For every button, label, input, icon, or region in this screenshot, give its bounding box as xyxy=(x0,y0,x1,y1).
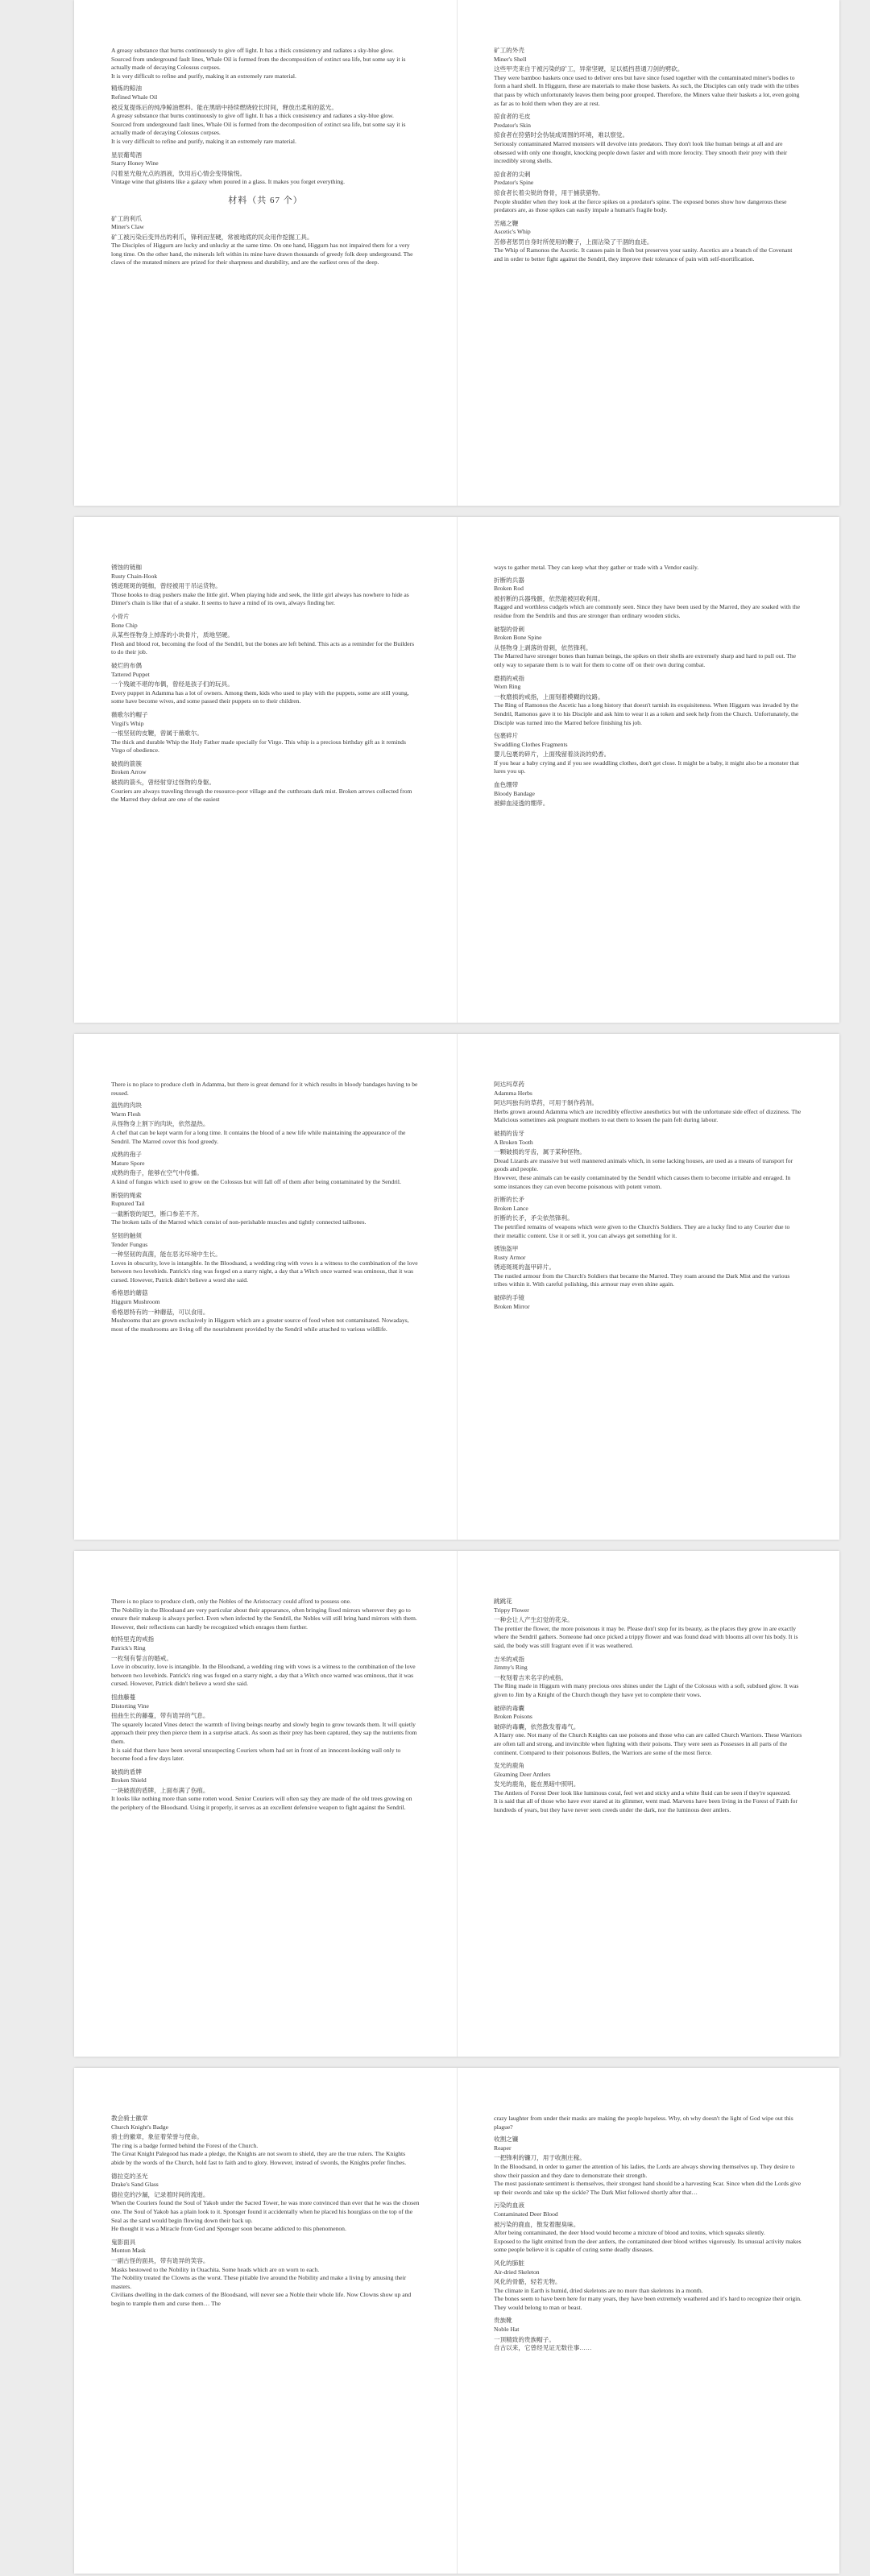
item-entry xyxy=(494,2202,802,2255)
item-title: 苦痛之鞭 Ascetic's Whip xyxy=(494,219,531,236)
item-entry xyxy=(111,1289,420,1333)
item-description: 一枚刻有誓言的婚戒。 Love in obscurity, love is intangible. In the Bloodsand, a wedding ring with vows is a witness to the combination of the love between two lovebirds. Patrick's ring was forged on a starry night, a day that a Witch once warned was ominous, that it was cursed. However, Patrick didn't believe a word she said. xyxy=(111,1654,416,1688)
item-entry xyxy=(494,781,802,808)
page-spread xyxy=(74,2068,839,2574)
item-entry xyxy=(111,760,420,804)
item-description: 一个残破不堪的布偶，曾经是孩子们的玩具。 Every puppet in Adamma has a lot of owners. Among them, kids who used to play with the puppets, some are still young, some have become wives, and some passed their puppets on to their children. xyxy=(111,680,409,705)
item-description: 一种会让人产生幻觉的花朵。 The prettier the flower, the more poisonous it may be. Please don't stop for its beauty, as the places they grow in are exactly where the Sendril gathers. Someone had once picked a trippy flower and was found dead with blooms all over his body. It is said, the body was still fragrant even if it was weathered. xyxy=(494,1616,798,1649)
paragraph: There is no place to produce cloth in Adamma, but there is great demand for it which results in bloody bandages having to be reused. xyxy=(111,1081,418,1097)
item-entry xyxy=(111,564,420,608)
item-entry xyxy=(494,1196,802,1240)
item-title: 收割之镰 Reaper xyxy=(494,2136,519,2152)
item-title: 折断的兵器 Broken Rod xyxy=(494,576,524,593)
item-entry xyxy=(494,577,802,621)
item-entry xyxy=(494,1130,802,1191)
page-spread xyxy=(74,1034,839,1540)
item-title: 破烂的布偶 Tattered Puppet xyxy=(111,661,150,678)
paragraph: A greasy substance that burns continuously to give off light. It has a thick consistency and radiates a sky-blue glow. Sourced from underground fault lines, Whale Oil is formed from the decomposition of extinct sea life, but some say it is actually made of decaying Colossus corpses. It is very difficult to refine and purify, making it an extremely rare material. xyxy=(111,47,406,80)
item-description: 锈迹斑斑的盔甲碎片。 The rustled armour from the Church's Soldiers that became the Marred. They roam around the Dark Mist and the various tribes within it. With careful polishing, this armour may even shine again. xyxy=(494,1263,790,1288)
item-description: 一枚磨损的戒指，上面刻着模糊的纹路。 The Ring of Ramonos the Ascetic has a long history that doesn't tarnish its exquisiteness. When Higgurn was invaded by the Sendril, Ramonos gave it to his Disciple and ask him to wear it as a token and seek help from the Church. Unfortunately, the Disciple was turned into the Marred before finishing his job. xyxy=(494,693,799,726)
right-page xyxy=(457,1034,839,1540)
item-description: 一截断裂的尾巴，断口参差不齐。 The broken tails of the Marred which consist of non-perishable muscles and tightly connected tailbones. xyxy=(111,1209,367,1226)
item-entry xyxy=(494,1294,802,1311)
item-entry xyxy=(111,711,420,755)
item-description: 成熟的孢子，能够在空气中传播。 A kind of fungus which used to grow on the Colossus but will fall off of them after being contaminated by the Sendril. xyxy=(111,1169,401,1185)
item-description: 一种坚韧的真菌，能在恶劣环境中生长。 Loves in obscurity, love is intangible. In the Bloodsand, a wedding ring with vows is a witness to the combination of the love between two lovebirds. Patrick's ring was forged on a starry night, a day that a Witch once warned was ominous, that it was cursed. However, Patrick didn't believe a word she said. xyxy=(111,1251,418,1284)
item-entry xyxy=(494,1081,802,1125)
item-entry xyxy=(111,613,420,657)
item-title: 小骨片 Bone Chip xyxy=(111,612,138,629)
item-title: 德拉克的圣光 Drake's Sand Glass xyxy=(111,2172,159,2189)
item-title: 贵族靴 Noble Hat xyxy=(494,2317,520,2334)
item-description: 这些甲壳来自于被污染的矿工，异常坚硬，足以抵挡普通刀剑的劈砍。 They were bamboo baskets once used to deliver ores but have since fused together with the contaminated miner's bodies to form a hard shell. In Higgurn, these are materials to make those baskets. As such, the Disciples can only trade with the tribes that pass by which unfortunately leaves them being poor grouped. Therefore, the Miners value their baskets a lot, even going as far as to hold them when they are at rest. xyxy=(494,65,800,107)
item-entry xyxy=(111,1635,420,1689)
item-description: 被折断的兵器残骸，依然能被回收利用。 Ragged and worthless cudgels which are commonly seen. Since they have been used by the Marred, they are soaked with the residue from the Sendrils and thus are stronger than ordinary wooden sticks. xyxy=(494,594,800,619)
item-title: 温热的肉块 Warm Flesh xyxy=(111,1102,142,1118)
item-entry xyxy=(494,1705,802,1758)
item-description: 闪着星光般光点的酒液，饮用后心情会变得愉悦。 Vintage wine that glistens like a galaxy when poured in a glass. It makes you forget everything. xyxy=(111,169,346,186)
item-title: 锈蚀的链枷 Rusty Chain-Hook xyxy=(111,564,158,580)
item-title: 星辰葡萄酒 Starry Honey Wine xyxy=(111,151,159,167)
item-title: 跳跳花 Trippy Flower xyxy=(494,1598,529,1614)
item-entry xyxy=(111,1232,420,1285)
right-page xyxy=(457,1551,839,2057)
item-title: 风化的肺脏 Air-dried Skeleton xyxy=(494,2259,540,2276)
left-page xyxy=(74,2068,457,2574)
page-spread xyxy=(74,0,839,506)
item-title: 薇歌尔的帽子 Virgil's Whip xyxy=(111,710,148,727)
item-entry xyxy=(111,151,420,187)
item-title: 坚韧的触须 Tender Fungus xyxy=(111,1231,148,1248)
right-page xyxy=(457,2068,839,2574)
left-page xyxy=(74,0,457,506)
item-description: 一顶精致的贵族帽子。 自古以来，它曾经见证无数往事…… xyxy=(494,2335,592,2352)
item-description: 被鲜血浸透的绷带。 xyxy=(494,800,549,808)
page-spread xyxy=(74,1551,839,2057)
item-description: 骑士的徽章，象征着荣誉与使命。 The ring is a badge formed behind the Forest of the Church. The Great Knight Palegood has made a pledge, the Knights are not sworn to shield, they are the true rulers. The Knights abide by the words of the Church, hold fast to faith and to glory. However, instead of swords, the Knights prefer finches. xyxy=(111,2133,407,2166)
item-title: 扭曲藤蔓 Distorting Vine xyxy=(111,1693,149,1710)
item-description: 锈迹斑斑的链枷，曾经被用于吊运货物。 Those hooks to drag pushers make the little girl. When playing hide and seek, the little girl always has nowhere to hide as Dimer's chain is like that of a snake. It seems to have a mind of its own, always finding her. xyxy=(111,582,409,607)
item-title: 磨损的戒指 Worn Ring xyxy=(494,674,524,691)
item-title: 锈蚀盔甲 Rusty Armor xyxy=(494,1245,526,1261)
section-title: 材料（共 67 个） xyxy=(228,195,303,205)
page-spread xyxy=(74,517,839,1023)
item-entry xyxy=(111,1102,420,1146)
item-entry xyxy=(494,732,802,776)
item-title: 包裹碎片 Swaddling Clothes Fragments xyxy=(494,732,568,748)
item-description: 一根坚韧的皮鞭，曾属于薇歌尔。 The thick and durable Whip the Holy Father made specially for Virgo. This whip is a precious birthday gift as it reminds Virgo of obedience. xyxy=(111,730,406,755)
item-title: 掠食者的尖刺 Predator's Spine xyxy=(494,170,534,187)
item-description: 矿工被污染后变异出的利爪，锋利而坚硬，常被地底的民众用作挖掘工具。 The Disciples of Higgurn are lucky and unlucky at the same time. On one hand, Higgurn has not impaired them for a very long time. On the other hand, the minerals left within its mine have drawn thousands of greedy folk deep underground. The claws of the mutated miners are prized for their sharpness and durability, and are the earliest ores of the deep. xyxy=(111,233,413,267)
item-entry xyxy=(494,1245,802,1289)
item-title: 污染的血液 Contaminated Deer Blood xyxy=(494,2202,558,2218)
item-entry xyxy=(494,1762,802,1815)
item-entry xyxy=(494,675,802,728)
item-title: 断裂的绳索 Ruptured Tail xyxy=(111,1191,145,1208)
item-title: 矿工的外壳 Miner's Shell xyxy=(494,47,527,63)
item-description: 破损的箭头，曾经射穿过怪物的身躯。 Couriers are always traveling through the resource-poor village and the cutthroats dark mist. Broken arrows collected from the Marred they defeat are one of the easiest xyxy=(111,779,412,804)
item-description: 被污染的鹿血，散发着腥臭味。 After being contaminated, the deer blood would become a mixture of blood and toxins, which squeaks silently. Exposed to the light emitted from the deer antlers, the contaminated deer blood writhes vigorously. Its unusual activity makes some people believe it is capable of curing some deadly diseases. xyxy=(494,2220,802,2254)
item-title: 破损的齿牙 A Broken Tooth xyxy=(494,1129,533,1146)
item-entry xyxy=(494,2136,802,2197)
item-description: 扭曲生长的藤蔓，带有诡异的气息。 The squarely located Vines detect the warmth of living beings nearby and slowly begin to grow towards them. It will quietly approach their prey then pierce them in a surprise attack. As soon as their prey has been captured, they sap the nutrients from them. It is said that there have been several unsuspecting Couriers whom had set in front of an innocent-looking wall only to become food a few days later. xyxy=(111,1712,417,1763)
item-entry xyxy=(494,47,802,108)
item-entry xyxy=(111,2239,420,2309)
item-description: 希格恩特有的一种蘑菇，可以食用。 Mushrooms that are grown exclusively in Higgurn which are a greater source of food when not contaminated. Nowadays, most of the mushrooms are living off the nourishment provided by the Sendril while attached to various wildlife. xyxy=(111,1308,409,1333)
right-page xyxy=(457,0,839,506)
item-entry xyxy=(494,1598,802,1651)
item-entry xyxy=(494,113,802,166)
item-title: 发光的鹿角 Gleaming Deer Antlers xyxy=(494,1762,551,1778)
item-entry xyxy=(111,1151,420,1186)
item-title: 精炼的鲸油 Refined Whale Oil xyxy=(111,85,158,101)
item-description: 从某些怪物身上掉落的小块骨片，质地坚硬。 Flesh and blood rot, becoming the food of the Sendril, but the bones are left behind. This acts as a reminder for the Builders to do their job. xyxy=(111,631,415,656)
left-page xyxy=(74,517,457,1023)
item-title: 掠食者的毛皮 Predator's Skin xyxy=(494,113,531,129)
item-title: 阿达玛草药 Adamma Herbs xyxy=(494,1081,532,1097)
item-description: 一块破损的盾牌，上面布满了伤痕。 It looks like nothing more than some rotten wood. Senior Couriers will often say they are made of the old trees growing on the periphery of the Bloodsand. Using it properly, it serves as an excellent defensive weapon to fight against the Sendril. xyxy=(111,1786,412,1812)
left-page xyxy=(74,1551,457,2057)
item-entry xyxy=(494,220,802,264)
item-title: 破碎的毒囊 Broken Poisons xyxy=(494,1704,532,1721)
item-description: 德拉克的沙漏，记录着时间的流逝。 When the Couriers found the Soul of Yakob under the Sacred Tower, he was more convinced than ever that he was the chosen one. The Soul of Yakob has a plain look to it. Sponsger found it accidentally when he placed his hourglass on the top of the Seal as the sand would begin flowing down their back up. He thought it was a Miracle from God and Sponsger soon became addicted to this phenomenon. xyxy=(111,2190,420,2233)
item-entry xyxy=(111,1693,420,1764)
item-entry xyxy=(494,1656,802,1700)
item-description: 掠食者在狩猎时会伪装成周围的环境，难以察觉。 Seriously contaminated Marred monsters will devolve into predators. They don't look like human beings at all and are obsessed with only one thought, knocking people down faster and with more ferocity. They smooth their prey with their incredibly strong shells. xyxy=(494,131,788,165)
item-description: 从怪物身上割下的肉块，依然温热。 A chef that can be kept warm for a long time. It contains the blood of a new life while maintaining the appearance of the Sendril. The Marred cover this food greedy. xyxy=(111,1120,406,1145)
item-title: 矿工的利爪 Miner's Claw xyxy=(111,214,144,231)
item-description: 一枚刻着吉米名字的戒指。 The Ring made in Higgurn with many precious ores shines under the Light of the Colossus with a soft, subdued glow. It was given to Jim by a Knight of the Church though they have yet to complete their vows. xyxy=(494,1673,799,1698)
item-title: 鬼影面具 Monton Mask xyxy=(111,2238,146,2255)
item-entry xyxy=(494,171,802,215)
item-title: 折断的长矛 Broken Lance xyxy=(494,1196,528,1212)
item-title: 破损的盾牌 Broken Shield xyxy=(111,1768,147,1784)
item-entry xyxy=(111,1768,420,1813)
item-description: 阿达玛独有的草药，可用于制作药剂。 Herbs grown around Adamma which are incredibly effective anesthetics but with the unfortunate side effect of dizziness. The Malicious sometimes ask pregnant mothers to eat them to lessen the pain felt during labour. xyxy=(494,1099,802,1124)
item-description: 一副古怪的面具，带有诡异的笑容。 Masks bestowed to the Nobility in Ouachita. Some heads which are on worn to each. The Nobility treated the Clowns as the worst. These pitiable live around the Nobility and make a living by amusing their masters. Civilians dwelling in the dark corners of the Bloodsand, will never see a Noble their whole life. Now Clowns show up and begin to trample them and curse them… The xyxy=(111,2256,412,2307)
item-entry xyxy=(494,2317,802,2352)
item-entry xyxy=(111,215,420,268)
item-title: 吉米的戒指 Jimmy's Ring xyxy=(494,1655,528,1672)
item-title: 破裂的骨刺 Broken Bone Spine xyxy=(494,625,542,642)
item-title: 血色绷带 Bloody Bandage xyxy=(494,781,535,797)
item-entry xyxy=(494,626,802,670)
item-title: 破碎的手镜 Broken Mirror xyxy=(494,1294,530,1310)
item-description: 破碎的毒囊，依然散发着毒气。 A Harry one. Not many of the Church Knights can use poisons and those who can are called Church Warriors. These Warriors are often tall and strong, and invincible when fighting with their poisons. They were seen as Possesses in all parts of the continent. Compared to their poisonous Bullets, the Warriors are some of the most fierce. xyxy=(494,1722,802,1756)
item-entry xyxy=(111,85,420,146)
paragraph: There is no place to produce cloth, only the Nobles of the Aristocracy could afford to possess one. The Nobility in the Bloodsand are very particular about their appearance, often bringing fixed mirrors wherever they go to ensure their makeup is always perfect. Even when infected by the Sendril, the Nobles will still bring hand mirrors with them. However, their reflections can hardly be recognized which enrages them further. xyxy=(111,1598,417,1631)
item-entry xyxy=(494,2260,802,2313)
right-page xyxy=(457,517,839,1023)
item-description: 掠食者长着尖锐的脊骨，用于捕获猎物。 People shudder when they look at the fierce spikes on a predator's spine. The exposed bones show how dangerous these predators are, as those spikes can easily impale a human's fragile body. xyxy=(494,188,787,214)
item-description: 一颗破损的牙齿，属于某种怪物。 Dread Lizards are massive but well mannered animals which, in some lacking houses, are used as a means of transport for goods and people. However, these animals can be easily contaminated by the Sendril which causes them to become irritable and enraged. In some instances they can even become poisonous with potent venom. xyxy=(494,1148,793,1190)
item-description: 从怪物身上剥落的骨刺，依然锋利。 The Marred have stronger bones than human beings, the spikes on their shells are extremely sharp and hard to pull out. The only way to separate them is to wait for them to come off on their own during combat. xyxy=(494,643,797,668)
item-description: 一把锋利的镰刀，用于收割庄稼。 In the Bloodsand, in order to garner the attention of his ladies, the Lords are always showing themselves up. They desire to show their passion and they dare to demonstrate their strength. The most passionate sentiment is themselves, their strongest hand should be a harvesting Scar. Since when did the Lords give up their swords and take up the sickle? The Dark Mist followed shortly after that… xyxy=(494,2154,802,2196)
item-description: 苦修者惩罚自身时所使用的鞭子，上面沾染了干涸的血迹。 The Whip of Ramonos the Ascetic. It causes pain in flesh but preserves your sanity. Ascetics are a branch of the Covenant and in order to better fight against the Sendril, they improve their tolerance of pain with self-mortification. xyxy=(494,238,793,263)
item-entry xyxy=(111,2115,420,2168)
paragraph: ways to gather metal. They can keep what they gather or trade with a Vendor easily. xyxy=(494,564,699,571)
item-entry xyxy=(111,662,420,706)
item-entry xyxy=(111,1192,420,1227)
item-description: 婴儿包裹的碎片，上面残留着淡淡的奶香。 If you hear a baby crying and if you see swaddling clothes, don't get close. It might be a baby, it might also be a monster that lures you up. xyxy=(494,750,799,775)
item-title: 教会骑士徽章 Church Knight's Badge xyxy=(111,2115,168,2131)
paragraph: crazy laughter from under their masks are making the people hopeless. Why, oh why doesn't the light of God wipe out this plague? xyxy=(494,2115,793,2131)
item-title: 帕特里克的戒指 Patrick's Ring xyxy=(111,1635,155,1652)
item-description: 被反复提炼后的纯净鲸油燃料。能在黑暗中持续燃烧较长时间，释放出柔和的蓝光。 A greasy substance that burns continuously to give off light. It has a thick consistency and radiates a sky-blue glow. Sourced from underground fault lines, Whale Oil is formed from the decomposition of extinct sea life, but some say it is actually made of decaying Colossus corpses. It is very difficult to refine and purify, making it an extremely rare material. xyxy=(111,103,406,145)
item-description: 风化的骨骼，轻若无物。 The climate in Earth is humid, dried skeletons are no more than skeletons in a month. The bones seem to have been here for many years, they have been extremely weathered and it's hard to recognize their origin. They would belong to man or beast. xyxy=(494,2278,802,2311)
left-page xyxy=(74,1034,457,1540)
item-title: 成熟的孢子 Mature Spore xyxy=(111,1151,145,1167)
item-entry xyxy=(111,2173,420,2234)
item-description: 发光的鹿角，能在黑暗中照明。 The Antlers of Forest Deer look like luminous coral, feel wet and sticky and a white fluid can be seen if they're squeezed. It is said that all of those who have ever stared at its glimmer, went mad. Marvens have been living in the Forest of Faith for hundreds of years, but they have never seen creeds under the dark, nor the luminous deer antlers. xyxy=(494,1780,798,1814)
item-title: 希格恩的蘑菇 Higgurn Mushroom xyxy=(111,1289,160,1306)
item-description: 折断的长矛，矛尖依然锋利。 The petrified remains of weapons which were given to the Church's Soldiers. They are a lucky find to any Courier due to their metallic content. Use it or sell it, you can always get something for it. xyxy=(494,1214,790,1239)
item-title: 破损的箭簇 Broken Arrow xyxy=(111,759,147,776)
